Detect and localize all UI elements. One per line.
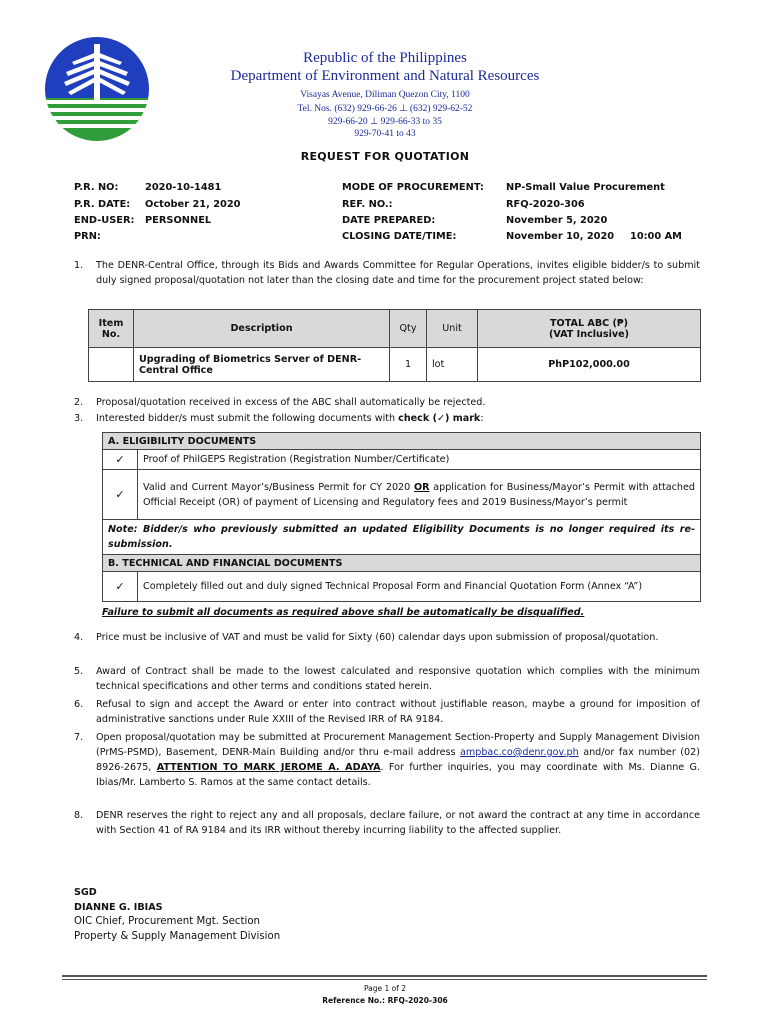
attention-name: ATTENTION TO MARK JEROME A. ADAYA [156, 762, 381, 773]
pr-date-value: October 21, 2020 [145, 199, 241, 210]
doc-mayors-permit: Valid and Current Mayor’s/Business Permit for CY 2020 OR application for Business/Mayor’s Permit with attached Official Receipt (OR) of payment of Licensing and Regulatory fees and 2019 Business/Mayor’s permit [138, 470, 701, 520]
doc-philgeps: Proof of PhilGEPS Registration (Registration Number/Certificate) [138, 450, 701, 470]
mode-label: MODE OF PROCUREMENT: [342, 182, 484, 193]
ref-label: REF. NO.: [342, 199, 393, 210]
page-number: Page 1 of 2 [363, 984, 407, 993]
row-qty: 1 [390, 348, 427, 382]
item-number: 2. [74, 397, 84, 408]
header-description: Description [134, 310, 390, 348]
item-number: 4. [74, 632, 84, 643]
check-icon: ✓ [103, 450, 138, 470]
procurement-table [88, 309, 701, 382]
row-description: Upgrading of Biometrics Server of DENR-Central Office [134, 348, 390, 382]
eligibility-heading: A. ELIGIBILITY DOCUMENTS [103, 433, 701, 450]
failure-notice: Failure to submit all documents as required above shall be automatically be disqualified. [102, 607, 585, 618]
email-link[interactable]: ampbac.co@denr.gov.ph [460, 747, 579, 758]
pr-no-label: P.R. NO: [74, 182, 119, 193]
item-number: 3. [74, 413, 84, 424]
doc-technical-proposal: Completely filled out and duly signed Technical Proposal Form and Financial Quotation Form (Annex “A”) [138, 572, 701, 602]
footer-rule-thin [62, 979, 707, 980]
item-text: Price must be inclusive of VAT and must be valid for Sixty (60) calendar days upon submission of proposal/quotation. [96, 632, 659, 643]
header-item-no: Item No. [89, 310, 134, 348]
footer-rule [62, 975, 707, 977]
row-item-no [89, 348, 134, 382]
republic-line: Republic of the Philippines [303, 50, 467, 66]
pr-date-label: P.R. DATE: [74, 199, 131, 210]
department-line: Department of Environment and Natural Resources [230, 68, 540, 84]
closing-label: CLOSING DATE/TIME: [342, 231, 457, 242]
item-number: 5. [74, 666, 84, 677]
item-text: DENR reserves the right to reject any and all proposals, declare failure, or not award the contract at any time in accordance with Section 41 of RA 9184 and its IRR without thereby incurring liability to the affected supplier. [96, 810, 700, 836]
item-number: 8. [74, 810, 84, 821]
item-number: 6. [74, 699, 84, 710]
end-user-value: PERSONNEL [145, 215, 212, 226]
item-text: Refusal to sign and accept the Award or enter into contract without justifiable reason, maybe a ground for imposition of administrative sanctions under Rule XXIII of the Revised IRR of RA 9184. [96, 699, 700, 725]
prn-label: PRN: [74, 231, 101, 242]
signatory-division: Property & Supply Management Division [74, 931, 281, 942]
check-icon: ✓ [103, 470, 138, 520]
header-qty: Qty [390, 310, 427, 348]
pr-no-value: 2020-10-1481 [145, 182, 222, 193]
item-text: Award of Contract shall be made to the lowest calculated and responsive quotation which complies with the minimum technical specifications and other terms and conditions stated herein. [96, 666, 700, 692]
closing-date-value: November 10, 2020 [506, 231, 615, 242]
check-icon: ✓ [103, 572, 138, 602]
note: Note: Bidder/s who previously submitted an updated Eligibility Documents is no longer required its re-submission. [103, 520, 701, 555]
item-number: 1. [74, 260, 84, 271]
header-unit: Unit [427, 310, 478, 348]
header-total-abc [478, 310, 701, 348]
ref-value: RFQ-2020-306 [506, 199, 585, 210]
vat-label: (VAT Inclusive) [548, 328, 630, 340]
item-text: Interested bidder/s must submit the following documents with check (✓) mark: [96, 413, 484, 424]
documents-table [102, 432, 701, 602]
item-text: Proposal/quotation received in excess of the ABC shall automatically be rejected. [96, 397, 486, 408]
footer-reference: Reference No.: RFQ-2020-306 [322, 996, 448, 1005]
item-text: The DENR-Central Office, through its Bids and Awards Committee for Regular Operations, invites eligible bidder/s to submit duly signed proposal/quotation not later than the closing date and time for the procurement project stated below: [96, 260, 700, 286]
abc-label: TOTAL ABC (₱) [550, 317, 628, 329]
item-number: 7. [74, 732, 84, 743]
technical-heading: B. TECHNICAL AND FINANCIAL DOCUMENTS [103, 555, 701, 572]
mode-value: NP-Small Value Procurement [506, 182, 665, 193]
signatory-position: OIC Chief, Procurement Mgt. Section [74, 916, 261, 927]
row-unit: lot [427, 348, 478, 382]
tel-line-2: 929-66-20 ⊥ 929-66-33 to 35 [328, 117, 442, 127]
tel-line-1: Tel. Nos. (632) 929-66-26 ⊥ (632) 929-62-52 [297, 104, 473, 114]
prepared-label: DATE PREPARED: [342, 215, 436, 226]
signatory-name: DIANNE G. IBIAS [74, 902, 163, 913]
document-title: REQUEST FOR QUOTATION [300, 150, 470, 163]
prepared-value: November 5, 2020 [506, 215, 608, 226]
closing-time-value: 10:00 AM [630, 231, 682, 242]
end-user-label: END-USER: [74, 215, 135, 226]
check-mark-phrase: check (✓) mark [398, 413, 481, 424]
tel-line-3: 929-70-41 to 43 [354, 129, 416, 139]
row-abc: PhP102,000.00 [478, 348, 701, 382]
item-text: Open proposal/quotation may be submitted at Procurement Management Section-Property and Supply Management Division (PrMS-PSMD), Basement, DENR-Main Building and/or thru e-mail address ampbac.co@denr.gov.ph and/or fax number (02) 8926-2675, ATTENTION TO MARK JEROME A. ADAYA. For further inquiries, you may coordinate with Ms. Dianne G. Ibias/Mr. Lamberto S. Ramos at the same contact details. [96, 732, 700, 788]
address-line: Visayas Avenue, Diliman Quezon City, 1100 [300, 90, 470, 100]
sgd-label: SGD [74, 887, 97, 898]
